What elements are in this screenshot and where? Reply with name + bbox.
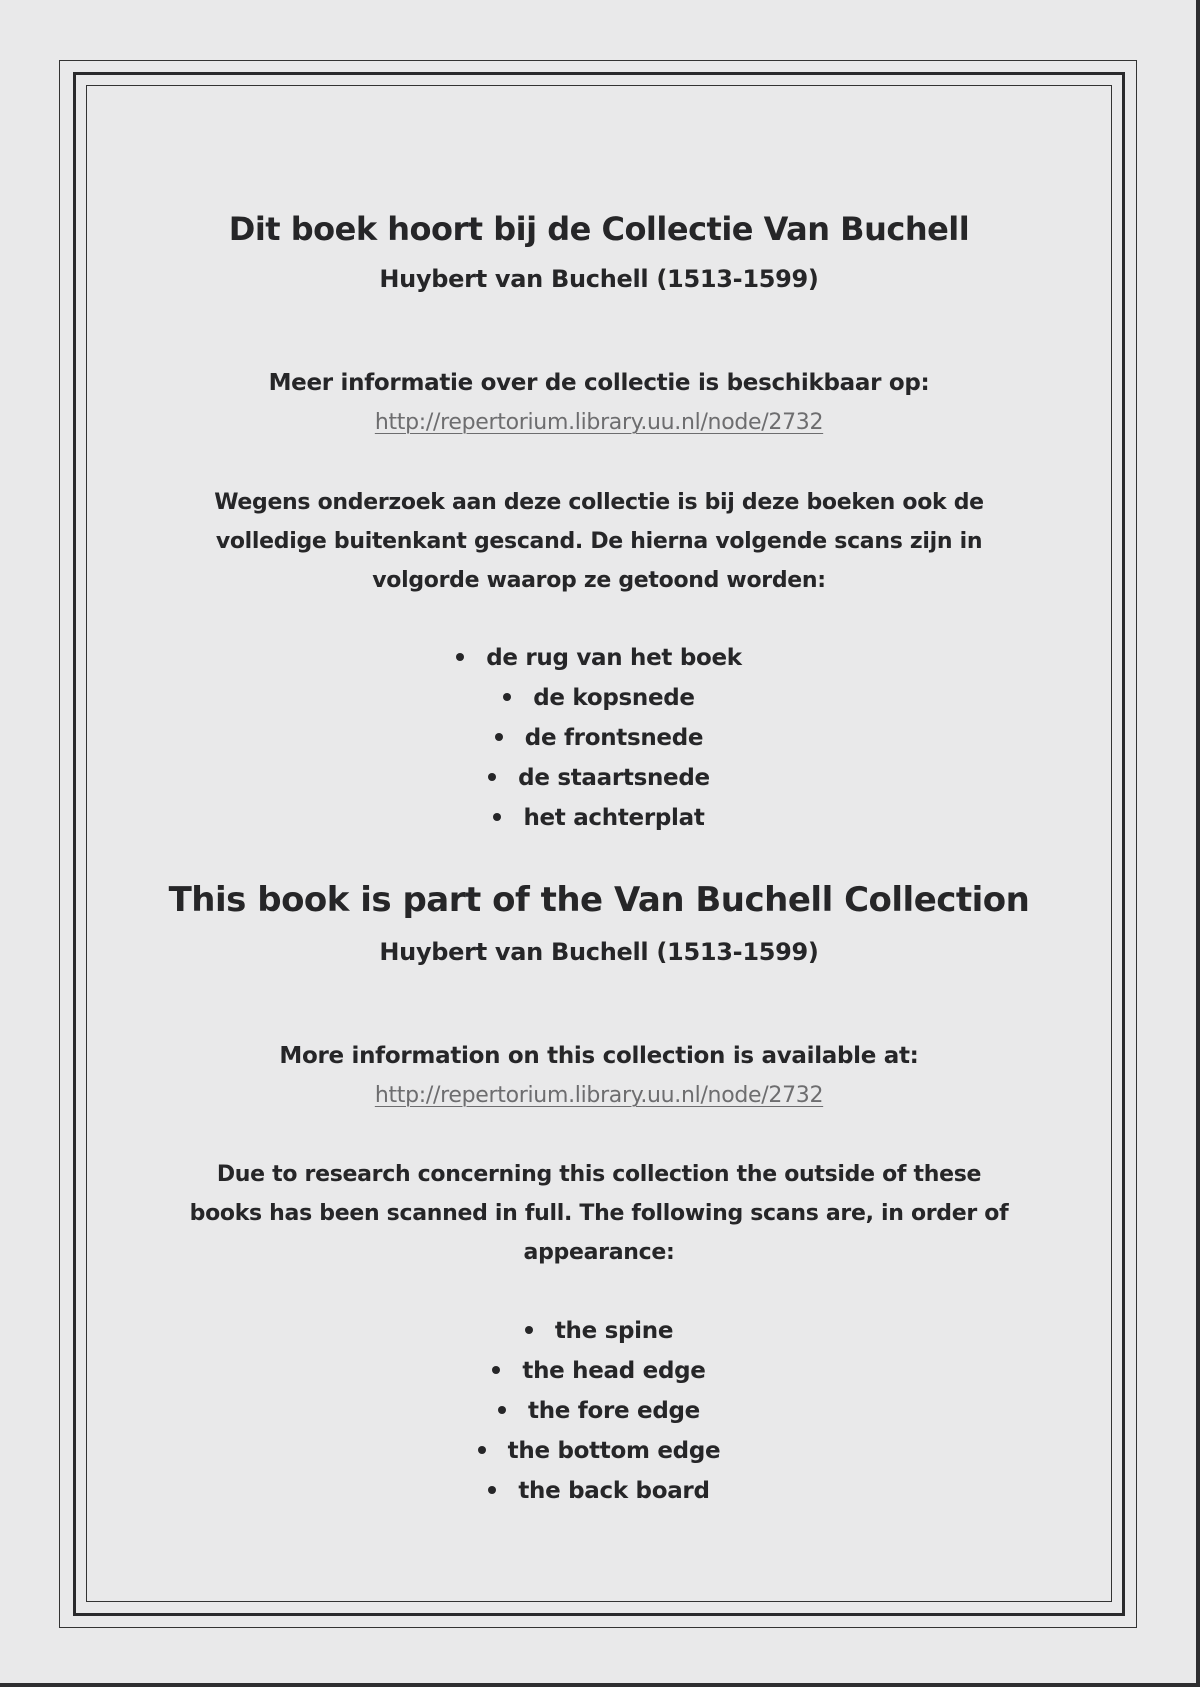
- list-item: de frontsnede: [86, 718, 1112, 758]
- dutch-paragraph-line: Wegens onderzoek aan deze collectie is bij deze boeken ook de: [214, 490, 984, 515]
- list-item: de kopsnede: [86, 678, 1112, 718]
- list-item: het achterplat: [86, 798, 1112, 838]
- english-subtitle: Huybert van Buchell (1513-1599): [379, 938, 819, 966]
- list-item: the spine: [86, 1311, 1112, 1351]
- english-scan-list: [86, 1311, 1112, 1511]
- english-paragraph: [86, 1155, 1112, 1272]
- dutch-paragraph: [86, 483, 1112, 600]
- list-item: the head edge: [86, 1351, 1112, 1391]
- english-title: This book is part of the Van Buchell Collection: [168, 880, 1030, 920]
- list-item: the fore edge: [86, 1391, 1112, 1431]
- list-item: the back board: [86, 1471, 1112, 1511]
- dutch-info-line: Meer informatie over de collectie is beschikbaar op:: [268, 370, 930, 396]
- english-info-line: More information on this collection is available at:: [279, 1043, 919, 1069]
- dutch-paragraph-line: volgorde waarop ze getoond worden:: [372, 568, 826, 593]
- list-item: de rug van het boek: [86, 638, 1112, 678]
- english-paragraph-line: appearance:: [523, 1240, 675, 1265]
- english-paragraph-line: Due to research concerning this collection the outside of these: [216, 1162, 982, 1187]
- dutch-scan-list: [86, 638, 1112, 838]
- english-collection-link[interactable]: http://repertorium.library.uu.nl/node/2732: [374, 1083, 824, 1108]
- dutch-title: Dit boek hoort bij de Collectie Van Buchell: [228, 210, 970, 248]
- list-item: de staartsnede: [86, 758, 1112, 798]
- dutch-paragraph-line: volledige buitenkant gescand. De hierna volgende scans zijn in: [215, 529, 983, 554]
- list-item: the bottom edge: [86, 1431, 1112, 1471]
- english-paragraph-line: books has been scanned in full. The following scans are, in order of: [189, 1201, 1009, 1226]
- dutch-subtitle: Huybert van Buchell (1513-1599): [379, 265, 819, 293]
- dutch-collection-link[interactable]: http://repertorium.library.uu.nl/node/2732: [374, 410, 824, 435]
